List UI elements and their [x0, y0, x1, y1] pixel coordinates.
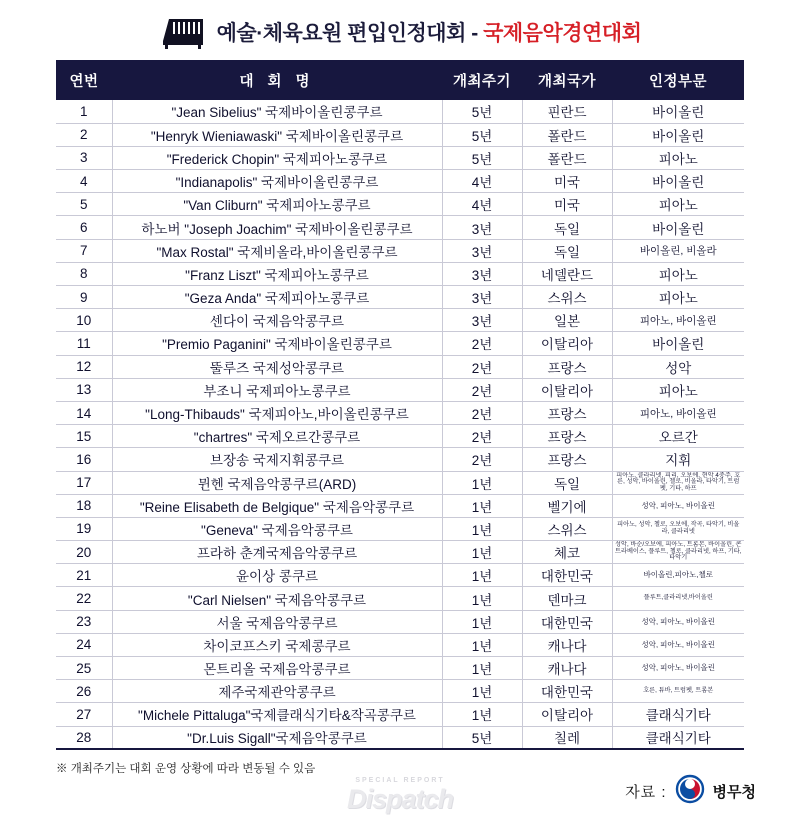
- cell-field: 성악: [612, 355, 744, 378]
- cell-country: 스위스: [522, 517, 612, 540]
- cell-competition-name: "Dr.Luis Sigall"국제음악콩쿠르: [112, 726, 442, 749]
- table-body: [56, 100, 744, 749]
- table-row: [56, 657, 744, 680]
- footnote: ※ 개최주기는 대회 운영 상황에 따라 변동될 수 있음: [56, 763, 316, 776]
- table-row: [56, 564, 744, 587]
- table-row: [56, 610, 744, 633]
- cell-cycle: 4년: [442, 170, 522, 193]
- cell-country: 이탈리아: [522, 703, 612, 726]
- cell-country: 대한민국: [522, 680, 612, 703]
- cell-cycle: 2년: [442, 355, 522, 378]
- cell-no: 6: [56, 216, 112, 239]
- table-row: [56, 448, 744, 471]
- cell-field: 바이올린: [612, 216, 744, 239]
- cell-field: 피아노, 바이올린: [612, 401, 744, 424]
- cell-competition-name: 부조니 국제피아노콩쿠르: [112, 378, 442, 401]
- table-header: [56, 60, 744, 100]
- cell-country: 체코: [522, 541, 612, 564]
- government-emblem-icon: [675, 774, 705, 809]
- cell-country: 폴란드: [522, 123, 612, 146]
- cell-no: 7: [56, 239, 112, 262]
- cell-competition-name: 뮌헨 국제음악콩쿠르(ARD): [112, 471, 442, 494]
- cell-cycle: 1년: [442, 680, 522, 703]
- cell-competition-name: 센다이 국제음악콩쿠르: [112, 309, 442, 332]
- cell-country: 이탈리아: [522, 332, 612, 355]
- cell-no: 21: [56, 564, 112, 587]
- cell-competition-name: 뚤루즈 국제성악콩쿠르: [112, 355, 442, 378]
- cell-cycle: 5년: [442, 123, 522, 146]
- cell-cycle: 5년: [442, 726, 522, 749]
- cell-cycle: 4년: [442, 193, 522, 216]
- cell-no: 1: [56, 100, 112, 123]
- table-row: [56, 494, 744, 517]
- cell-country: 캐나다: [522, 657, 612, 680]
- cell-cycle: 2년: [442, 425, 522, 448]
- cell-competition-name: "Franz Liszt" 국제피아노콩쿠르: [112, 262, 442, 285]
- competition-table-wrapper: [56, 60, 744, 750]
- cell-cycle: 2년: [442, 401, 522, 424]
- piano-icon: [159, 11, 207, 54]
- cell-competition-name: 서울 국제음악콩쿠르: [112, 610, 442, 633]
- table-row: [56, 471, 744, 494]
- cell-country: 프랑스: [522, 401, 612, 424]
- table-row: [56, 239, 744, 262]
- cell-no: 3: [56, 146, 112, 169]
- cell-cycle: 3년: [442, 216, 522, 239]
- table-row: [56, 170, 744, 193]
- cell-no: 28: [56, 726, 112, 749]
- cell-cycle: 1년: [442, 703, 522, 726]
- cell-field: 피아노: [612, 146, 744, 169]
- cell-competition-name: "Geneva" 국제음악콩쿠르: [112, 517, 442, 540]
- cell-country: 프랑스: [522, 355, 612, 378]
- cell-country: 폴란드: [522, 146, 612, 169]
- title-accent: 국제음악경연대회: [483, 22, 642, 45]
- table-row: [56, 517, 744, 540]
- cell-country: 벨기에: [522, 494, 612, 517]
- cell-no: 18: [56, 494, 112, 517]
- table-row: [56, 703, 744, 726]
- cell-cycle: 1년: [442, 517, 522, 540]
- cell-country: 미국: [522, 170, 612, 193]
- cell-no: 26: [56, 680, 112, 703]
- cell-no: 15: [56, 425, 112, 448]
- cell-competition-name: 차이코프스키 국제콩쿠르: [112, 633, 442, 656]
- cell-cycle: 3년: [442, 262, 522, 285]
- competition-table: [56, 60, 744, 750]
- cell-competition-name: 윤이상 콩쿠르: [112, 564, 442, 587]
- cell-cycle: 3년: [442, 286, 522, 309]
- table-row: [56, 401, 744, 424]
- cell-competition-name: 몬트리올 국제음악콩쿠르: [112, 657, 442, 680]
- table-row: [56, 541, 744, 564]
- table-row: [56, 193, 744, 216]
- table-row: [56, 309, 744, 332]
- column-header-country: 개최국가: [522, 60, 612, 100]
- cell-no: 14: [56, 401, 112, 424]
- cell-competition-name: 프라하 춘계국제음악콩쿠르: [112, 541, 442, 564]
- table-row: [56, 425, 744, 448]
- cell-country: 스위스: [522, 286, 612, 309]
- table-row: [56, 100, 744, 123]
- cell-country: 독일: [522, 239, 612, 262]
- cell-field: 피아노: [612, 262, 744, 285]
- cell-competition-name: 하노버 "Joseph Joachim" 국제바이올린콩쿠르: [112, 216, 442, 239]
- cell-field: 피아노, 클라리넷, 피리, 오보에, 현악 4중주, 호른, 성악, 바이올린, 첼로, 비올라, 타악기, 트럼펫, 기타, 하프: [612, 471, 744, 494]
- cell-field: 오르간: [612, 425, 744, 448]
- cell-competition-name: "chartres" 국제오르간콩쿠르: [112, 425, 442, 448]
- table-row: [56, 146, 744, 169]
- table-row: [56, 262, 744, 285]
- cell-competition-name: "Indianapolis" 국제바이올린콩쿠르: [112, 170, 442, 193]
- cell-field: 바이올린: [612, 332, 744, 355]
- table-row: [56, 633, 744, 656]
- cell-country: 대한민국: [522, 610, 612, 633]
- cell-no: 8: [56, 262, 112, 285]
- cell-no: 20: [56, 541, 112, 564]
- table-row: [56, 355, 744, 378]
- cell-competition-name: "Premio Paganini" 국제바이올린콩쿠르: [112, 332, 442, 355]
- cell-field: 성악, 피아노, 바이올린: [612, 610, 744, 633]
- cell-no: 13: [56, 378, 112, 401]
- cell-field: 바이올린, 비올라: [612, 239, 744, 262]
- cell-cycle: 1년: [442, 657, 522, 680]
- source-label: 자료 :: [625, 784, 667, 801]
- cell-no: 4: [56, 170, 112, 193]
- cell-country: 미국: [522, 193, 612, 216]
- column-header-field: 인정부문: [612, 60, 744, 100]
- cell-cycle: 1년: [442, 471, 522, 494]
- cell-competition-name: "Frederick Chopin" 국제피아노콩쿠르: [112, 146, 442, 169]
- cell-competition-name: "Henryk Wieniawaski" 국제바이올린콩쿠르: [112, 123, 442, 146]
- table-header-row: [56, 60, 744, 100]
- table-row: [56, 726, 744, 749]
- cell-field: 피아노, 성악, 첼로, 오보에, 작곡, 타악기, 비올라, 클라리넷: [612, 517, 744, 540]
- cell-no: 11: [56, 332, 112, 355]
- cell-competition-name: "Van Cliburn" 국제피아노콩쿠르: [112, 193, 442, 216]
- cell-field: 성악, 피아노, 바이올린: [612, 633, 744, 656]
- cell-no: 10: [56, 309, 112, 332]
- cell-cycle: 1년: [442, 587, 522, 610]
- cell-field: 성악, 피아노, 바이올린: [612, 494, 744, 517]
- cell-no: 5: [56, 193, 112, 216]
- source-credit: [625, 774, 756, 809]
- cell-competition-name: "Jean Sibelius" 국제바이올린콩쿠르: [112, 100, 442, 123]
- cell-cycle: 2년: [442, 448, 522, 471]
- title-main: 예술·체육요원 편입인정대회: [216, 22, 466, 45]
- cell-field: 바이올린,피아노,첼로: [612, 564, 744, 587]
- watermark: [347, 777, 453, 815]
- cell-cycle: 1년: [442, 633, 522, 656]
- cell-field: 호른, 튜바, 트럼펫, 트롬본: [612, 680, 744, 703]
- cell-no: 27: [56, 703, 112, 726]
- cell-competition-name: "Long-Thibauds" 국제피아노,바이올린콩쿠르: [112, 401, 442, 424]
- cell-no: 16: [56, 448, 112, 471]
- table-row: [56, 286, 744, 309]
- page-header: [0, 0, 800, 58]
- cell-field: 피아노: [612, 286, 744, 309]
- page-footer: [0, 769, 800, 825]
- cell-cycle: 1년: [442, 564, 522, 587]
- cell-field: 피아노, 바이올린: [612, 309, 744, 332]
- cell-competition-name: "Geza Anda" 국제피아노콩쿠르: [112, 286, 442, 309]
- cell-cycle: 1년: [442, 494, 522, 517]
- cell-country: 네델란드: [522, 262, 612, 285]
- cell-country: 프랑스: [522, 448, 612, 471]
- cell-field: 피아노: [612, 378, 744, 401]
- cell-field: 바이올린: [612, 123, 744, 146]
- cell-cycle: 1년: [442, 610, 522, 633]
- cell-competition-name: "Reine Elisabeth de Belgique" 국제음악콩쿠르: [112, 494, 442, 517]
- cell-country: 이탈리아: [522, 378, 612, 401]
- cell-country: 핀란드: [522, 100, 612, 123]
- cell-field: 성악, 바순/오보에, 피아노, 트롬본, 바이올린, 콘트라베이스, 플루트, 첼로, 클라리넷, 하프, 기타, 타악기: [612, 541, 744, 564]
- cell-country: 독일: [522, 471, 612, 494]
- cell-cycle: 2년: [442, 332, 522, 355]
- source-organization: 병무청: [712, 784, 756, 801]
- cell-field: 바이올린: [612, 170, 744, 193]
- cell-field: 플루트,클라리넷,바이올린: [612, 587, 744, 610]
- cell-no: 23: [56, 610, 112, 633]
- cell-no: 9: [56, 286, 112, 309]
- cell-no: 22: [56, 587, 112, 610]
- cell-cycle: 1년: [442, 541, 522, 564]
- cell-no: 19: [56, 517, 112, 540]
- table-row: [56, 123, 744, 146]
- table-row: [56, 680, 744, 703]
- column-header-name: 대 회 명: [112, 60, 442, 100]
- table-row: [56, 378, 744, 401]
- watermark-brand: Dispatch: [346, 784, 454, 814]
- cell-country: 프랑스: [522, 425, 612, 448]
- cell-country: 일본: [522, 309, 612, 332]
- cell-no: 25: [56, 657, 112, 680]
- cell-field: 클래식기타: [612, 703, 744, 726]
- cell-field: 바이올린: [612, 100, 744, 123]
- cell-country: 덴마크: [522, 587, 612, 610]
- table-row: [56, 587, 744, 610]
- cell-country: 캐나다: [522, 633, 612, 656]
- title-dash: -: [465, 22, 484, 45]
- cell-cycle: 5년: [442, 100, 522, 123]
- cell-country: 독일: [522, 216, 612, 239]
- cell-competition-name: 브장송 국제지휘콩쿠르: [112, 448, 442, 471]
- cell-no: 12: [56, 355, 112, 378]
- cell-field: 피아노: [612, 193, 744, 216]
- table-row: [56, 332, 744, 355]
- cell-cycle: 3년: [442, 309, 522, 332]
- column-header-no: 연번: [56, 60, 112, 100]
- cell-competition-name: "Carl Nielsen" 국제음악콩쿠르: [112, 587, 442, 610]
- cell-cycle: 5년: [442, 146, 522, 169]
- cell-competition-name: 제주국제관악콩쿠르: [112, 680, 442, 703]
- cell-field: 지휘: [612, 448, 744, 471]
- table-row: [56, 216, 744, 239]
- cell-country: 칠레: [522, 726, 612, 749]
- cell-cycle: 2년: [442, 378, 522, 401]
- cell-field: 클래식기타: [612, 726, 744, 749]
- cell-country: 대한민국: [522, 564, 612, 587]
- watermark-top-text: SPECIAL REPORT: [355, 777, 445, 784]
- cell-field: 성악, 피아노, 바이올린: [612, 657, 744, 680]
- cell-no: 24: [56, 633, 112, 656]
- cell-competition-name: "Max Rostal" 국제비올라,바이올린콩쿠르: [112, 239, 442, 262]
- cell-cycle: 3년: [442, 239, 522, 262]
- page-title: [217, 17, 642, 47]
- cell-no: 2: [56, 123, 112, 146]
- cell-no: 17: [56, 471, 112, 494]
- cell-competition-name: "Michele Pittaluga"국제클래식기타&작곡콩쿠르: [112, 703, 442, 726]
- column-header-cycle: 개최주기: [442, 60, 522, 100]
